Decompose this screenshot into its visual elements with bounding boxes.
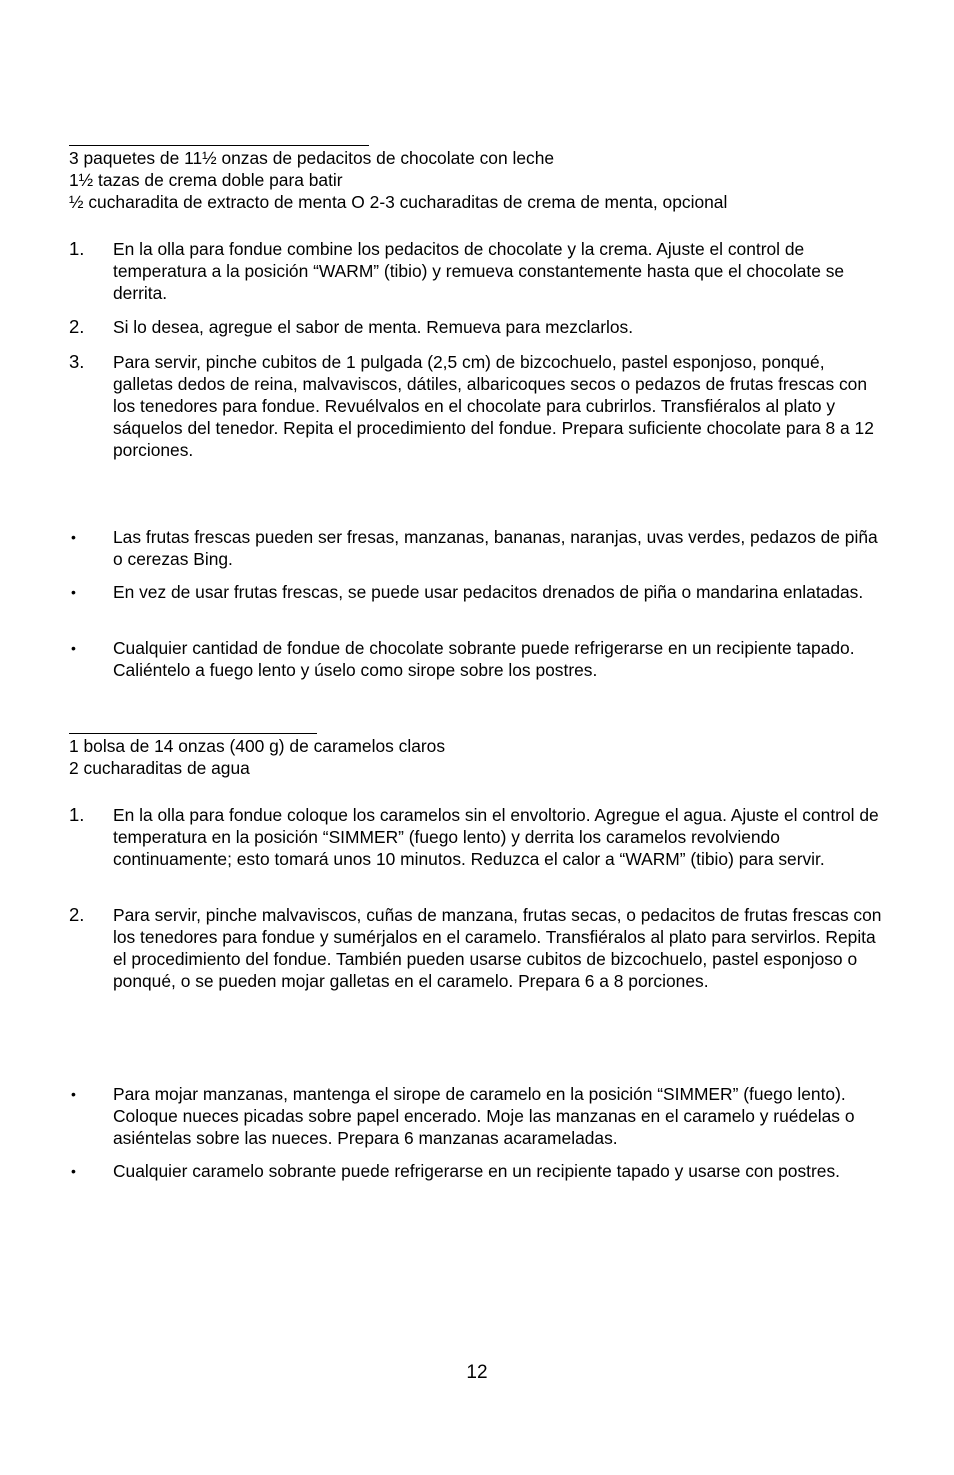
step-text: En la olla para fondue combine los pedacitos de chocolate y la crema. Ajuste el control de temperatura a la posición “WARM” (tibio) y remueva constantemente hasta que el chocolate se derrita. — [113, 239, 845, 303]
ingredients-chocolate — [69, 147, 899, 213]
bullet: • — [71, 1163, 76, 1179]
step-chocolate-3 — [69, 351, 889, 461]
ingredient-line: 3 paquetes de 11½ onzas de pedacitos de chocolate con leche — [69, 148, 555, 168]
tip-text: En vez de usar frutas frescas, se puede usar pedacitos drenados de piña o mandarina enlatadas. — [113, 582, 864, 602]
step-chocolate-1 — [69, 238, 889, 304]
step-chocolate-2 — [69, 316, 889, 338]
page-number: 12 — [466, 1362, 488, 1383]
tip-chocolate-2 — [69, 581, 889, 603]
step-number: 1. — [69, 804, 85, 825]
ingredient-line: 1½ tazas de crema doble para batir — [69, 170, 343, 190]
bullet: • — [71, 529, 76, 545]
ingredient-line: 1 bolsa de 14 onzas (400 g) de caramelos claros — [69, 736, 446, 756]
section-rule-caramel — [69, 733, 317, 734]
step-number: 2. — [69, 316, 85, 337]
step-text: En la olla para fondue coloque los caramelos sin el envoltorio. Agregue el agua. Ajuste el control de temperatura en la posición “SIMMER” (fuego lento) y derrita los caramelos revolviendo continuamente; esto tomará unos 10 minutos. Reduzca el calor a “WARM” (tibio) para servir. — [113, 805, 879, 869]
bullet: • — [71, 1086, 76, 1102]
bullet: • — [71, 640, 76, 656]
step-caramel-2 — [69, 904, 889, 992]
tip-caramel-2 — [69, 1160, 889, 1182]
step-number: 2. — [69, 904, 85, 925]
step-text: Para servir, pinche malvaviscos, cuñas de manzana, frutas secas, o pedacitos de frutas frescas con los tenedores para fondue y sumérjalos en el caramelo. Transfiéralos al plato para servirlos. Repita el procedimiento del fondue. También pueden usarse cubitos de bizcochuelo, pastel esponjoso o ponqué, o se pueden mojar galletas en el caramelo. Prepara 6 a 8 porciones. — [113, 905, 882, 991]
tip-caramel-1 — [69, 1083, 889, 1149]
step-number: 1. — [69, 238, 85, 259]
tip-text: Para mojar manzanas, mantenga el sirope de caramelo en la posición “SIMMER” (fuego lento). Coloque nueces picadas sobre papel encerado. Moje las manzanas en el caramelo y ruédelas o asiéntelas sobre las nueces. Prepara 6 manzanas acarameladas. — [113, 1084, 855, 1148]
step-caramel-1 — [69, 804, 889, 870]
tip-chocolate-1 — [69, 526, 889, 570]
step-text: Para servir, pinche cubitos de 1 pulgada (2,5 cm) de bizcochuelo, pastel esponjoso, ponqué, galletas dedos de reina, malvaviscos, dátiles, albaricoques secos o pedazos de frutas frescas con los tenedores para fondue. Revuélvalos en el chocolate para cubrirlos. Transfiéralos al plato y sáquelos del tenedor. Repita el procedimiento del fondue. Prepara suficiente chocolate para 8 a 12 porciones. — [113, 352, 874, 460]
tip-text: Cualquier caramelo sobrante puede refrigerarse en un recipiente tapado y usarse con postres. — [113, 1161, 840, 1181]
tip-chocolate-3 — [69, 637, 889, 681]
bullet: • — [71, 584, 76, 600]
tip-text: Las frutas frescas pueden ser fresas, manzanas, bananas, naranjas, uvas verdes, pedazos de piña o cerezas Bing. — [113, 527, 878, 569]
tip-text: Cualquier cantidad de fondue de chocolate sobrante puede refrigerarse en un recipiente tapado. Caliéntelo a fuego lento y úselo como sirope sobre los postres. — [113, 638, 855, 680]
ingredients-caramel — [69, 735, 899, 779]
step-number: 3. — [69, 351, 85, 372]
step-text: Si lo desea, agregue el sabor de menta. Remueva para mezclarlos. — [113, 317, 634, 337]
ingredient-line: 2 cucharaditas de agua — [69, 758, 250, 778]
ingredient-line: ½ cucharadita de extracto de menta O 2-3 cucharaditas de crema de menta, opcional — [69, 192, 728, 212]
section-rule-chocolate — [69, 145, 369, 146]
